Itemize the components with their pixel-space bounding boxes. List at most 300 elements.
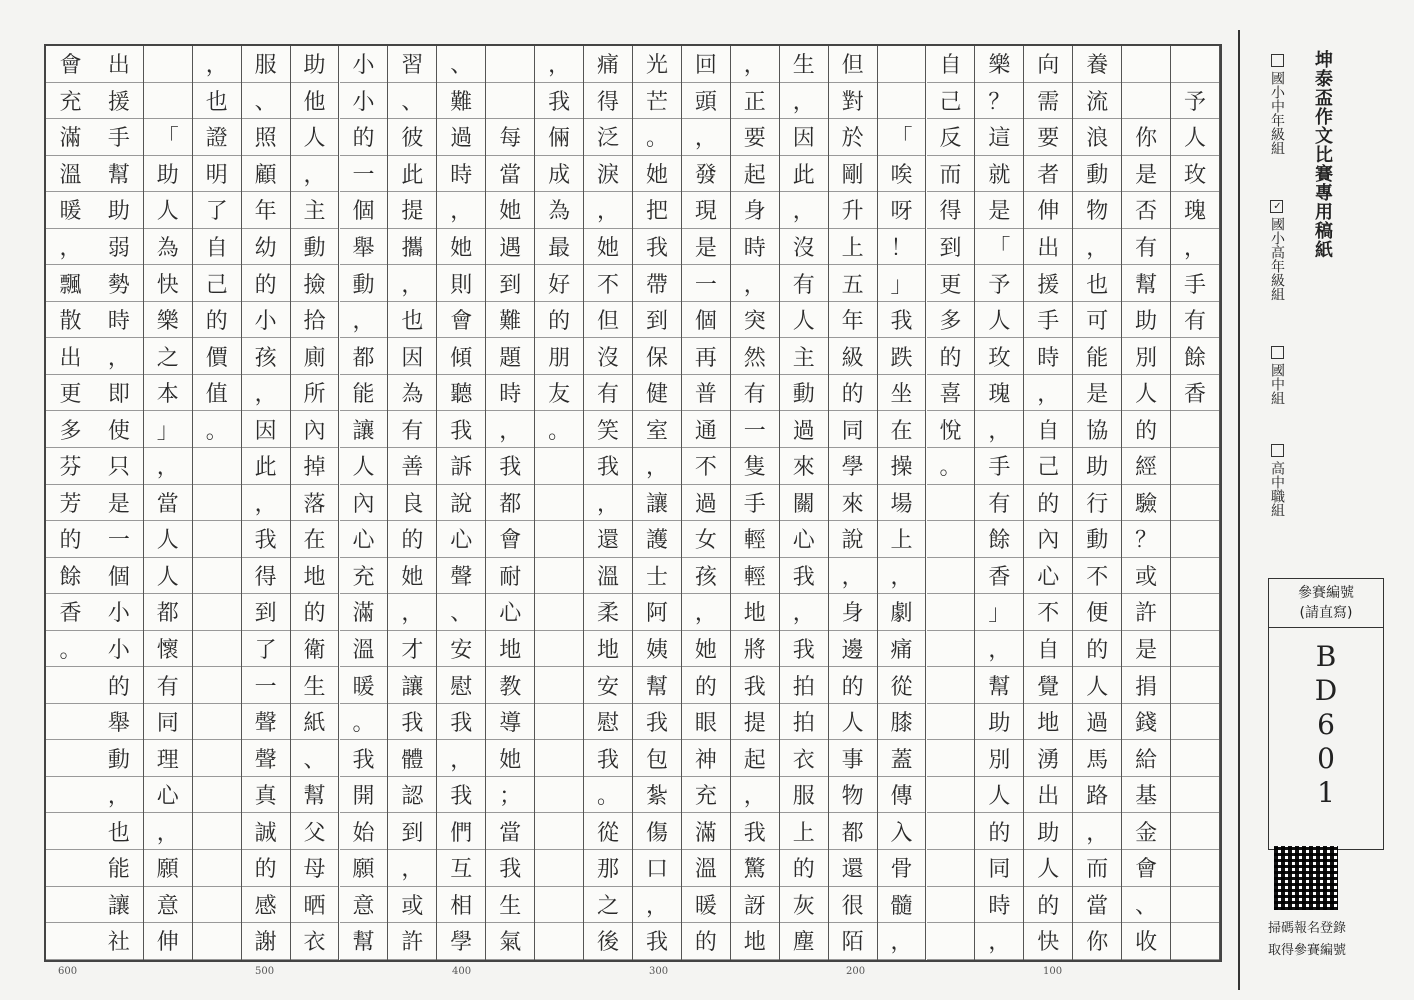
grid-cell: 健 bbox=[633, 375, 681, 412]
grid-cell: 得 bbox=[584, 83, 632, 120]
grid-cell: 助 bbox=[1073, 448, 1121, 485]
registration-label: 參賽編號 (請直寫) bbox=[1269, 579, 1383, 628]
grid-cell: 幫 bbox=[340, 923, 388, 960]
qr-caption: 掃碼報名登錄 取得參賽編號 bbox=[1267, 921, 1346, 958]
grid-cell: 好 bbox=[535, 265, 583, 302]
grid-cell bbox=[46, 923, 95, 960]
grid-cell bbox=[46, 740, 95, 777]
grid-cell: 灰 bbox=[780, 887, 828, 924]
grid-cell: 為 bbox=[535, 192, 583, 229]
grid-cell: 我 bbox=[731, 813, 779, 850]
grid-cell: 我 bbox=[878, 302, 926, 339]
checked-box-icon[interactable]: ✓ bbox=[1272, 201, 1283, 212]
grid-cell: 一 bbox=[242, 667, 290, 704]
grid-cell: ， bbox=[1024, 375, 1072, 412]
grid-cell bbox=[535, 777, 583, 814]
grid-cell: 協 bbox=[1073, 411, 1121, 448]
grid-cell: 讓 bbox=[388, 667, 436, 704]
grid-cell: ， bbox=[682, 119, 730, 156]
grid-cell: 體 bbox=[388, 740, 436, 777]
grid-cell: 塵 bbox=[780, 923, 828, 960]
grid-cell: 的 bbox=[927, 338, 975, 375]
grid-cell: 剛 bbox=[829, 156, 877, 193]
grid-cell: 價 bbox=[193, 338, 241, 375]
grid-cell: 幫 bbox=[95, 156, 143, 193]
grid-cell: 人 bbox=[829, 704, 877, 741]
grid-cell: 的 bbox=[95, 667, 143, 704]
grid-cell: 人 bbox=[144, 521, 192, 558]
grid-cell: 當 bbox=[486, 813, 534, 850]
grid-cell: 安 bbox=[437, 631, 485, 668]
tick-label: 600 bbox=[58, 966, 78, 977]
grid-cell: ！ bbox=[878, 229, 926, 266]
grid-cell: 流 bbox=[1073, 83, 1121, 120]
grid-cell bbox=[1122, 46, 1170, 83]
grid-cell: 紮 bbox=[633, 777, 681, 814]
grid-cell: 於 bbox=[829, 119, 877, 156]
grid-cell: ， bbox=[242, 485, 290, 522]
grid-cell: 芒 bbox=[633, 83, 681, 120]
grid-cell: 飄 bbox=[46, 265, 95, 302]
grid-cell: ， bbox=[242, 375, 290, 412]
grid-cell: 我 bbox=[584, 740, 632, 777]
grid-cell: 的 bbox=[242, 265, 290, 302]
grid-cell: 的 bbox=[1073, 631, 1121, 668]
grid-cell: 朋 bbox=[535, 338, 583, 375]
grid-cell: 金 bbox=[1122, 813, 1170, 850]
category-option[interactable] bbox=[1264, 200, 1284, 301]
grid-cell: 使 bbox=[95, 411, 143, 448]
grid-cell: 來 bbox=[780, 448, 828, 485]
grid-cell: 自 bbox=[193, 229, 241, 266]
manuscript-column bbox=[340, 46, 389, 960]
grid-cell: 一 bbox=[731, 411, 779, 448]
grid-cell: 上 bbox=[878, 521, 926, 558]
grid-cell: 氣 bbox=[486, 923, 534, 960]
grid-cell: 地 bbox=[584, 631, 632, 668]
grid-cell: 現 bbox=[682, 192, 730, 229]
grid-cell bbox=[535, 521, 583, 558]
grid-cell: 她 bbox=[633, 156, 681, 193]
grid-cell: 晒 bbox=[291, 887, 339, 924]
grid-cell: 我 bbox=[584, 448, 632, 485]
grid-cell: 小 bbox=[95, 631, 143, 668]
grid-cell: 錢 bbox=[1122, 704, 1170, 741]
tick-label: 300 bbox=[649, 966, 669, 977]
registration-char: B bbox=[1315, 640, 1337, 673]
grid-cell: 良 bbox=[388, 485, 436, 522]
grid-cell: 上 bbox=[829, 229, 877, 266]
grid-cell: 路 bbox=[1073, 777, 1121, 814]
grid-cell: 光 bbox=[633, 46, 681, 83]
grid-cell: 來 bbox=[829, 485, 877, 522]
grid-cell bbox=[193, 485, 241, 522]
grid-cell: 了 bbox=[193, 192, 241, 229]
grid-cell: 溫 bbox=[682, 850, 730, 887]
grid-cell: 願 bbox=[340, 850, 388, 887]
grid-cell: 多 bbox=[46, 411, 95, 448]
grid-cell: 「 bbox=[144, 119, 192, 156]
grid-cell: ， bbox=[584, 485, 632, 522]
grid-cell: 己 bbox=[193, 265, 241, 302]
grid-cell bbox=[1171, 850, 1219, 887]
grid-cell: ， bbox=[144, 448, 192, 485]
grid-cell: 會 bbox=[486, 521, 534, 558]
grid-cell: 都 bbox=[486, 485, 534, 522]
manuscript-column bbox=[780, 46, 829, 960]
grid-cell: ， bbox=[829, 558, 877, 595]
registration-char: 1 bbox=[1317, 776, 1335, 809]
checkbox-icon[interactable] bbox=[1271, 346, 1284, 359]
grid-cell: 助 bbox=[1024, 813, 1072, 850]
category-option[interactable] bbox=[1264, 54, 1284, 155]
grid-cell bbox=[1171, 558, 1219, 595]
grid-cell: ； bbox=[486, 777, 534, 814]
grid-cell: 「 bbox=[878, 119, 926, 156]
grid-cell: 包 bbox=[633, 740, 681, 777]
grid-cell: 也 bbox=[388, 302, 436, 339]
grid-cell: 帶 bbox=[633, 265, 681, 302]
grid-cell: 誠 bbox=[242, 813, 290, 850]
checkbox-icon[interactable] bbox=[1271, 444, 1284, 457]
manuscript-column bbox=[927, 46, 976, 960]
grid-cell: ， bbox=[388, 265, 436, 302]
grid-cell: 的 bbox=[1122, 411, 1170, 448]
grid-cell: 也 bbox=[95, 813, 143, 850]
grid-cell: ， bbox=[388, 594, 436, 631]
grid-cell: 或 bbox=[388, 887, 436, 924]
grid-cell: 那 bbox=[584, 850, 632, 887]
grid-cell: 小 bbox=[242, 302, 290, 339]
category-label: 國中組 bbox=[1269, 363, 1285, 405]
checkbox-icon[interactable] bbox=[1271, 54, 1284, 67]
grid-cell: 護 bbox=[633, 521, 681, 558]
manuscript-column bbox=[193, 46, 242, 960]
grid-cell: 在 bbox=[291, 521, 339, 558]
grid-cell: ， bbox=[975, 631, 1023, 668]
grid-cell: 痛 bbox=[584, 46, 632, 83]
manuscript-grid bbox=[44, 44, 1222, 962]
grid-cell: 心 bbox=[780, 521, 828, 558]
grid-cell bbox=[535, 558, 583, 595]
manuscript-column bbox=[46, 46, 95, 960]
grid-cell: ， bbox=[95, 338, 143, 375]
grid-cell: 地 bbox=[1024, 704, 1072, 741]
grid-cell: 充 bbox=[682, 777, 730, 814]
grid-cell: 事 bbox=[829, 740, 877, 777]
grid-cell: 別 bbox=[1122, 338, 1170, 375]
grid-cell: 餘 bbox=[1171, 338, 1219, 375]
grid-cell: 手 bbox=[95, 119, 143, 156]
grid-cell: 照 bbox=[242, 119, 290, 156]
grid-cell: 她 bbox=[388, 558, 436, 595]
grid-cell: 時 bbox=[975, 887, 1023, 924]
grid-cell bbox=[193, 704, 241, 741]
grid-cell: 難 bbox=[437, 83, 485, 120]
grid-cell: 得 bbox=[927, 192, 975, 229]
grid-cell: 願 bbox=[144, 850, 192, 887]
grid-cell: 導 bbox=[486, 704, 534, 741]
grid-cell bbox=[1171, 594, 1219, 631]
grid-cell: 個 bbox=[95, 558, 143, 595]
manuscript-column bbox=[388, 46, 437, 960]
grid-cell: 伸 bbox=[144, 923, 192, 960]
grid-cell: 骨 bbox=[878, 850, 926, 887]
grid-cell: 我 bbox=[633, 923, 681, 960]
grid-cell: 拍 bbox=[780, 704, 828, 741]
grid-cell: 弱 bbox=[95, 229, 143, 266]
grid-cell: ， bbox=[780, 594, 828, 631]
grid-cell: 你 bbox=[1122, 119, 1170, 156]
grid-cell: 散 bbox=[46, 302, 95, 339]
grid-cell: 這 bbox=[975, 119, 1023, 156]
grid-cell: 邊 bbox=[829, 631, 877, 668]
grid-cell: 服 bbox=[242, 46, 290, 83]
grid-cell bbox=[1171, 923, 1219, 960]
grid-cell: 助 bbox=[1122, 302, 1170, 339]
grid-cell: 要 bbox=[731, 119, 779, 156]
grid-cell: 父 bbox=[291, 813, 339, 850]
grid-cell: 己 bbox=[927, 83, 975, 120]
grid-cell: 充 bbox=[340, 558, 388, 595]
grid-cell: 習 bbox=[388, 46, 436, 83]
grid-cell: 、 bbox=[242, 83, 290, 120]
grid-cell bbox=[193, 887, 241, 924]
grid-cell: 也 bbox=[193, 83, 241, 120]
grid-cell: 輕 bbox=[731, 558, 779, 595]
grid-cell: 紙 bbox=[291, 704, 339, 741]
manuscript-column bbox=[535, 46, 584, 960]
grid-cell: 謝 bbox=[242, 923, 290, 960]
manuscript-column bbox=[1171, 46, 1220, 960]
grid-cell: 本 bbox=[144, 375, 192, 412]
grid-cell bbox=[193, 667, 241, 704]
grid-cell: 有 bbox=[584, 375, 632, 412]
grid-cell: 助 bbox=[291, 46, 339, 83]
grid-cell: ， bbox=[144, 813, 192, 850]
grid-cell: 友 bbox=[535, 375, 583, 412]
grid-cell: 小 bbox=[340, 46, 388, 83]
grid-cell: 過 bbox=[780, 411, 828, 448]
grid-cell: 因 bbox=[780, 119, 828, 156]
grid-cell: 身 bbox=[731, 192, 779, 229]
manuscript-column bbox=[1073, 46, 1122, 960]
grid-cell: 地 bbox=[731, 594, 779, 631]
category-label: 高中職組 bbox=[1269, 461, 1285, 517]
grid-cell: 過 bbox=[682, 485, 730, 522]
grid-cell: 不 bbox=[1073, 558, 1121, 595]
grid-cell: 柔 bbox=[584, 594, 632, 631]
grid-cell: 許 bbox=[1122, 594, 1170, 631]
grid-cell: 樂 bbox=[975, 46, 1023, 83]
grid-cell bbox=[46, 704, 95, 741]
grid-cell: 慰 bbox=[584, 704, 632, 741]
grid-cell: 了 bbox=[242, 631, 290, 668]
grid-cell: 我 bbox=[437, 777, 485, 814]
grid-cell: 她 bbox=[437, 229, 485, 266]
grid-cell: ， bbox=[340, 302, 388, 339]
grid-cell: 也 bbox=[1073, 265, 1121, 302]
grid-cell: 自 bbox=[927, 46, 975, 83]
grid-cell: 經 bbox=[1122, 448, 1170, 485]
grid-cell: 有 bbox=[144, 667, 192, 704]
grid-cell: 滿 bbox=[46, 119, 95, 156]
grid-cell: 。 bbox=[584, 777, 632, 814]
grid-cell: 關 bbox=[780, 485, 828, 522]
grid-cell: 但 bbox=[829, 46, 877, 83]
grid-cell: 助 bbox=[975, 704, 1023, 741]
grid-cell: 是 bbox=[1122, 156, 1170, 193]
manuscript-column bbox=[975, 46, 1024, 960]
grid-cell: 是 bbox=[682, 229, 730, 266]
grid-cell: 因 bbox=[242, 411, 290, 448]
grid-cell: 為 bbox=[144, 229, 192, 266]
grid-cell: 此 bbox=[780, 156, 828, 193]
grid-cell: 很 bbox=[829, 887, 877, 924]
grid-cell: 助 bbox=[95, 192, 143, 229]
grid-cell: 我 bbox=[535, 83, 583, 120]
grid-cell: 便 bbox=[1073, 594, 1121, 631]
grid-cell: 的 bbox=[682, 923, 730, 960]
grid-cell: 個 bbox=[340, 192, 388, 229]
grid-cell: 舉 bbox=[95, 704, 143, 741]
category-option[interactable] bbox=[1264, 444, 1284, 517]
grid-cell: 滿 bbox=[340, 594, 388, 631]
grid-cell bbox=[927, 558, 975, 595]
grid-cell: 驚 bbox=[731, 850, 779, 887]
grid-cell: 者 bbox=[1024, 156, 1072, 193]
grid-cell: 操 bbox=[878, 448, 926, 485]
grid-cell: 溫 bbox=[584, 558, 632, 595]
category-option[interactable] bbox=[1264, 346, 1284, 405]
grid-cell: 動 bbox=[95, 740, 143, 777]
grid-cell: 的 bbox=[1024, 887, 1072, 924]
grid-cell: ， bbox=[1073, 813, 1121, 850]
grid-cell: 掉 bbox=[291, 448, 339, 485]
grid-cell: 瑰 bbox=[1171, 192, 1219, 229]
grid-cell: 、 bbox=[388, 83, 436, 120]
grid-cell: 善 bbox=[388, 448, 436, 485]
grid-cell: 時 bbox=[437, 156, 485, 193]
grid-cell: 玫 bbox=[1171, 156, 1219, 193]
manuscript-column bbox=[1122, 46, 1171, 960]
grid-cell: 動 bbox=[291, 229, 339, 266]
grid-cell: 出 bbox=[1024, 777, 1072, 814]
grid-cell: 。 bbox=[535, 411, 583, 448]
grid-cell: 助 bbox=[144, 156, 192, 193]
grid-cell: 更 bbox=[927, 265, 975, 302]
grid-cell: 得 bbox=[242, 558, 290, 595]
grid-cell bbox=[193, 850, 241, 887]
grid-cell: 是 bbox=[1122, 631, 1170, 668]
grid-cell: 因 bbox=[388, 338, 436, 375]
manuscript-column bbox=[682, 46, 731, 960]
grid-cell: 人 bbox=[975, 777, 1023, 814]
grid-cell bbox=[1122, 83, 1170, 120]
grid-cell: 予 bbox=[975, 265, 1023, 302]
registration-number bbox=[1269, 628, 1383, 810]
grid-cell: 起 bbox=[731, 740, 779, 777]
grid-cell: 動 bbox=[1073, 521, 1121, 558]
grid-cell: 場 bbox=[878, 485, 926, 522]
grid-cell: 喜 bbox=[927, 375, 975, 412]
grid-cell: 正 bbox=[731, 83, 779, 120]
grid-cell: 就 bbox=[975, 156, 1023, 193]
grid-cell bbox=[927, 667, 975, 704]
grid-cell: 她 bbox=[584, 229, 632, 266]
grid-cell: 馬 bbox=[1073, 740, 1121, 777]
grid-cell: 題 bbox=[486, 338, 534, 375]
grid-cell: 沒 bbox=[584, 338, 632, 375]
grid-cell: 幼 bbox=[242, 229, 290, 266]
grid-cell: 暖 bbox=[340, 667, 388, 704]
manuscript-column bbox=[242, 46, 291, 960]
grid-cell: 的 bbox=[242, 850, 290, 887]
grid-cell: 」 bbox=[878, 265, 926, 302]
grid-cell bbox=[46, 887, 95, 924]
grid-cell: 快 bbox=[1024, 923, 1072, 960]
grid-cell bbox=[1171, 411, 1219, 448]
manuscript-column bbox=[878, 46, 927, 960]
grid-cell: 理 bbox=[144, 740, 192, 777]
grid-cell: 淚 bbox=[584, 156, 632, 193]
grid-cell: 動 bbox=[780, 375, 828, 412]
grid-cell: 衣 bbox=[780, 740, 828, 777]
grid-cell: 他 bbox=[291, 83, 339, 120]
grid-cell: 我 bbox=[242, 521, 290, 558]
tick-label: 100 bbox=[1043, 966, 1063, 977]
grid-cell: 地 bbox=[291, 558, 339, 595]
qr-code-icon[interactable] bbox=[1274, 846, 1338, 910]
grid-cell: 可 bbox=[1073, 302, 1121, 339]
grid-cell: 士 bbox=[633, 558, 681, 595]
grid-cell: 基 bbox=[1122, 777, 1170, 814]
grid-cell: 地 bbox=[486, 631, 534, 668]
grid-cell: 沒 bbox=[780, 229, 828, 266]
grid-cell: 幫 bbox=[291, 777, 339, 814]
grid-cell: 我 bbox=[486, 448, 534, 485]
grid-cell bbox=[927, 704, 975, 741]
grid-cell: 痛 bbox=[878, 631, 926, 668]
grid-cell: ， bbox=[1171, 229, 1219, 266]
grid-cell: 我 bbox=[340, 740, 388, 777]
grid-cell bbox=[535, 667, 583, 704]
grid-cell: ， bbox=[535, 46, 583, 83]
grid-cell: 回 bbox=[682, 46, 730, 83]
grid-cell: 物 bbox=[1073, 192, 1121, 229]
grid-cell: 都 bbox=[340, 338, 388, 375]
grid-cell: 落 bbox=[291, 485, 339, 522]
grid-cell: 動 bbox=[340, 265, 388, 302]
grid-cell: 聲 bbox=[242, 704, 290, 741]
grid-cell: 、 bbox=[437, 594, 485, 631]
manuscript-column bbox=[731, 46, 780, 960]
grid-cell: 安 bbox=[584, 667, 632, 704]
grid-cell: 為 bbox=[388, 375, 436, 412]
grid-cell: 養 bbox=[1073, 46, 1121, 83]
grid-cell: 訴 bbox=[437, 448, 485, 485]
grid-cell bbox=[878, 46, 926, 83]
grid-cell bbox=[1171, 667, 1219, 704]
grid-cell: 。 bbox=[633, 119, 681, 156]
grid-cell: 你 bbox=[1073, 923, 1121, 960]
grid-cell: 小 bbox=[95, 594, 143, 631]
grid-cell: 頭 bbox=[682, 83, 730, 120]
grid-cell: 升 bbox=[829, 192, 877, 229]
grid-cell: 內 bbox=[340, 485, 388, 522]
grid-cell: 「 bbox=[975, 229, 1023, 266]
grid-cell: 開 bbox=[340, 777, 388, 814]
